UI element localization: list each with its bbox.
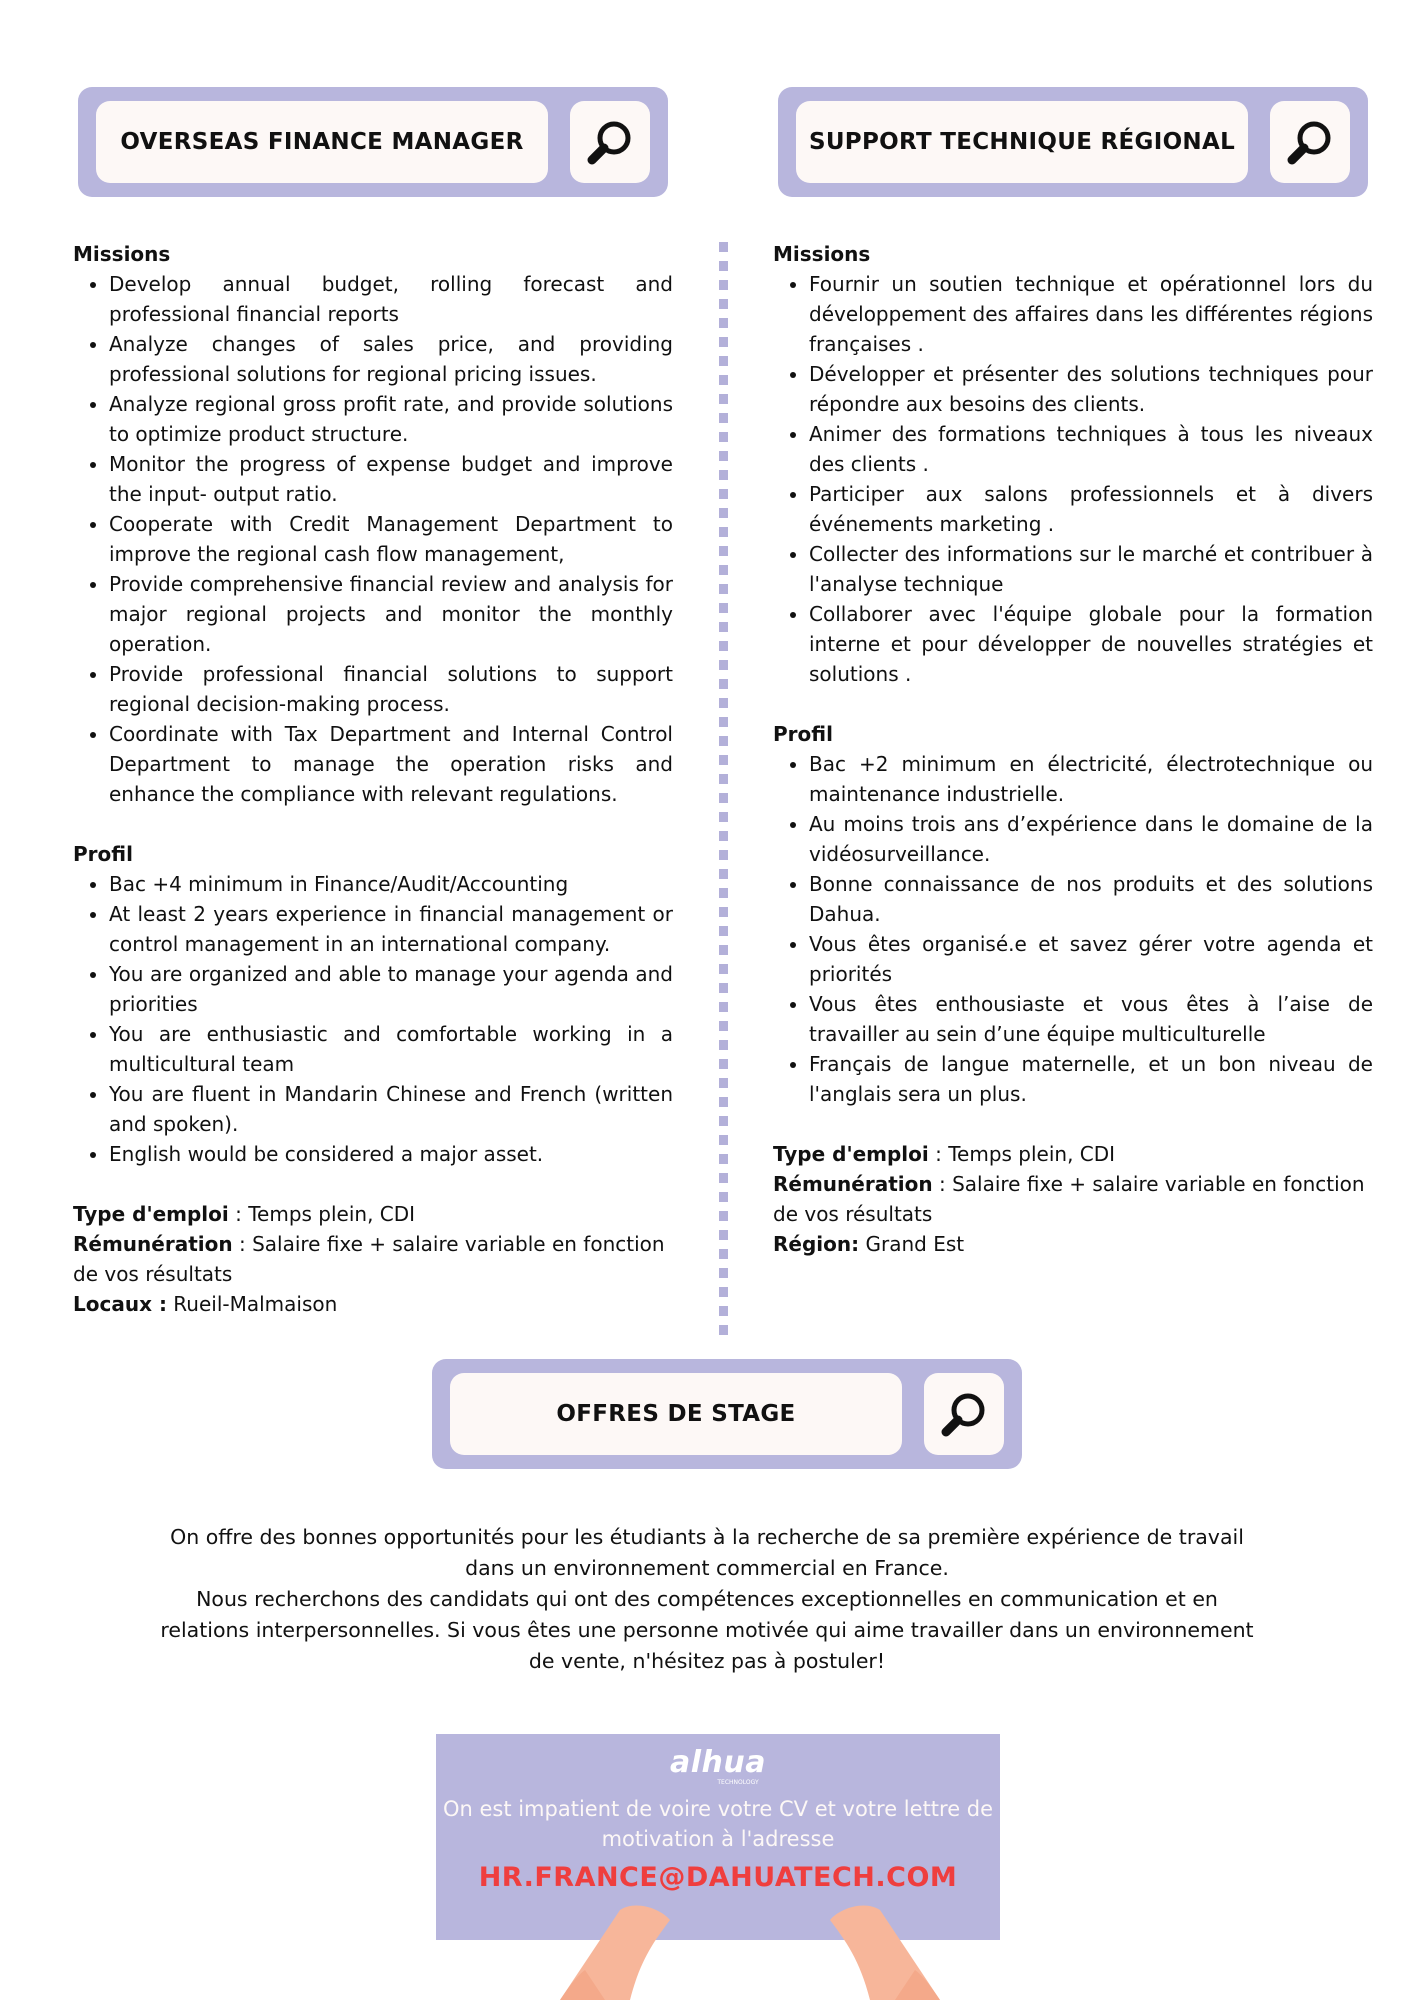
list-item: • Analyze regional gross profit rate, and provide solutions to optimize product structure. [109, 389, 673, 449]
employment-type: Type d'emploi : Temps plein, CDI [773, 1142, 1116, 1166]
stage-search-button[interactable] [924, 1373, 1004, 1455]
list-item: • Bac +2 minimum en électricité, électrotechnique ou maintenance industrielle. [809, 749, 1373, 809]
list-item: • You are fluent in Mandarin Chinese and French (written and spoken). [109, 1079, 673, 1139]
list-item: • Participer aux salons professionnels et à divers événements marketing . [809, 479, 1373, 539]
contact-message: On est impatient de voire votre CV et votre lettre de motivation à l'adresse [442, 1797, 994, 1851]
list-item: • Vous êtes enthousiaste et vous êtes à l’aise de travailler au sein d’une équipe multiculturelle [809, 989, 1373, 1049]
right-search-button[interactable] [1270, 101, 1350, 183]
left-job-title: OVERSEAS FINANCE MANAGER [96, 101, 548, 183]
list-item: • You are organized and able to manage your agenda and priorities [109, 959, 673, 1019]
dotted-divider [719, 242, 728, 1338]
list-item: • Develop annual budget, rolling forecast and professional financial reports [109, 269, 673, 329]
list-item: • Au moins trois ans d’expérience dans le domaine de la vidéosurveillance. [809, 809, 1373, 869]
remuneration: Rémunération : Salaire fixe + salaire variable en fonction de vos résultats [73, 1232, 665, 1286]
missions-heading: Missions [73, 242, 171, 266]
profil-heading: Profil [773, 722, 833, 746]
stage-description [150, 1522, 1264, 1677]
region: Région: Grand Est [773, 1232, 965, 1256]
missions-list [773, 269, 1373, 689]
left-job-details [73, 239, 673, 1319]
list-item: • Animer des formations techniques à tous les niveaux des clients . [809, 419, 1373, 479]
stage-title-box [432, 1359, 1022, 1469]
list-item: • At least 2 years experience in financial management or control management in an international company. [109, 899, 673, 959]
list-item: • Fournir un soutien technique et opérationnel lors du développement des affaires dans les différentes régions françaises . [809, 269, 1373, 359]
hands-illustration [560, 1900, 940, 2000]
magnifier-icon [940, 1390, 988, 1438]
logo-subtitle: TECHNOLOGY [717, 1779, 759, 1786]
list-item: • Monitor the progress of expense budget and improve the input- output ratio. [109, 449, 673, 509]
list-item: • Bonne connaissance de nos produits et des solutions Dahua. [809, 869, 1373, 929]
missions-heading: Missions [773, 242, 871, 266]
missions-list [73, 269, 673, 809]
dahua-logo: alhua [670, 1745, 766, 1780]
left-search-button[interactable] [570, 101, 650, 183]
list-item: • Collaborer avec l'équipe globale pour la formation interne et pour développer de nouvelles stratégies et solutions . [809, 599, 1373, 689]
list-item: • Français de langue maternelle, et un bon niveau de l'anglais sera un plus. [809, 1049, 1373, 1109]
right-job-details [773, 239, 1373, 1259]
list-item: • Vous êtes organisé.e et savez gérer votre agenda et priorités [809, 929, 1373, 989]
list-item: • Développer et présenter des solutions techniques pour répondre aux besoins des clients. [809, 359, 1373, 419]
list-item: • English would be considered a major asset. [109, 1139, 673, 1169]
left-job-title-box [78, 87, 668, 197]
list-item: • Provide professional financial solutions to support regional decision-making process. [109, 659, 673, 719]
stage-paragraph-2: Nous recherchons des candidats qui ont des compétences exceptionnelles en communication et en relations interpersonnelles. Si vous êtes une personne motivée qui aime travailler dans un environnement de vente, n'hésitez pas à postuler! [160, 1587, 1254, 1673]
location: Locaux : Rueil-Malmaison [73, 1292, 338, 1316]
employment-type: Type d'emploi : Temps plein, CDI [73, 1202, 416, 1226]
profil-list [773, 749, 1373, 1109]
right-job-title-box [778, 87, 1368, 197]
stage-paragraph-1: On offre des bonnes opportunités pour les étudiants à la recherche de sa première expérience de travail dans un environnement commercial en France. [170, 1525, 1244, 1580]
profil-heading: Profil [73, 842, 133, 866]
stage-title: OFFRES DE STAGE [450, 1373, 902, 1455]
list-item: • Cooperate with Credit Management Department to improve the regional cash flow management, [109, 509, 673, 569]
contact-email-link[interactable]: HR.FRANCE@DAHUATECH.COM [478, 1862, 958, 1893]
list-item: • You are enthusiastic and comfortable working in a multicultural team [109, 1019, 673, 1079]
remuneration: Rémunération : Salaire fixe + salaire variable en fonction de vos résultats [773, 1172, 1365, 1226]
list-item: • Analyze changes of sales price, and providing professional solutions for regional pricing issues. [109, 329, 673, 389]
list-item: • Bac +4 minimum in Finance/Audit/Accounting [109, 869, 673, 899]
magnifier-icon [586, 118, 634, 166]
list-item: • Coordinate with Tax Department and Internal Control Department to manage the operation risks and enhance the compliance with relevant regulations. [109, 719, 673, 809]
profil-list [73, 869, 673, 1169]
right-job-title: SUPPORT TECHNIQUE RÉGIONAL [796, 101, 1248, 183]
list-item: • Collecter des informations sur le marché et contribuer à l'analyse technique [809, 539, 1373, 599]
magnifier-icon [1286, 118, 1334, 166]
list-item: • Provide comprehensive financial review and analysis for major regional projects and monitor the monthly operation. [109, 569, 673, 659]
